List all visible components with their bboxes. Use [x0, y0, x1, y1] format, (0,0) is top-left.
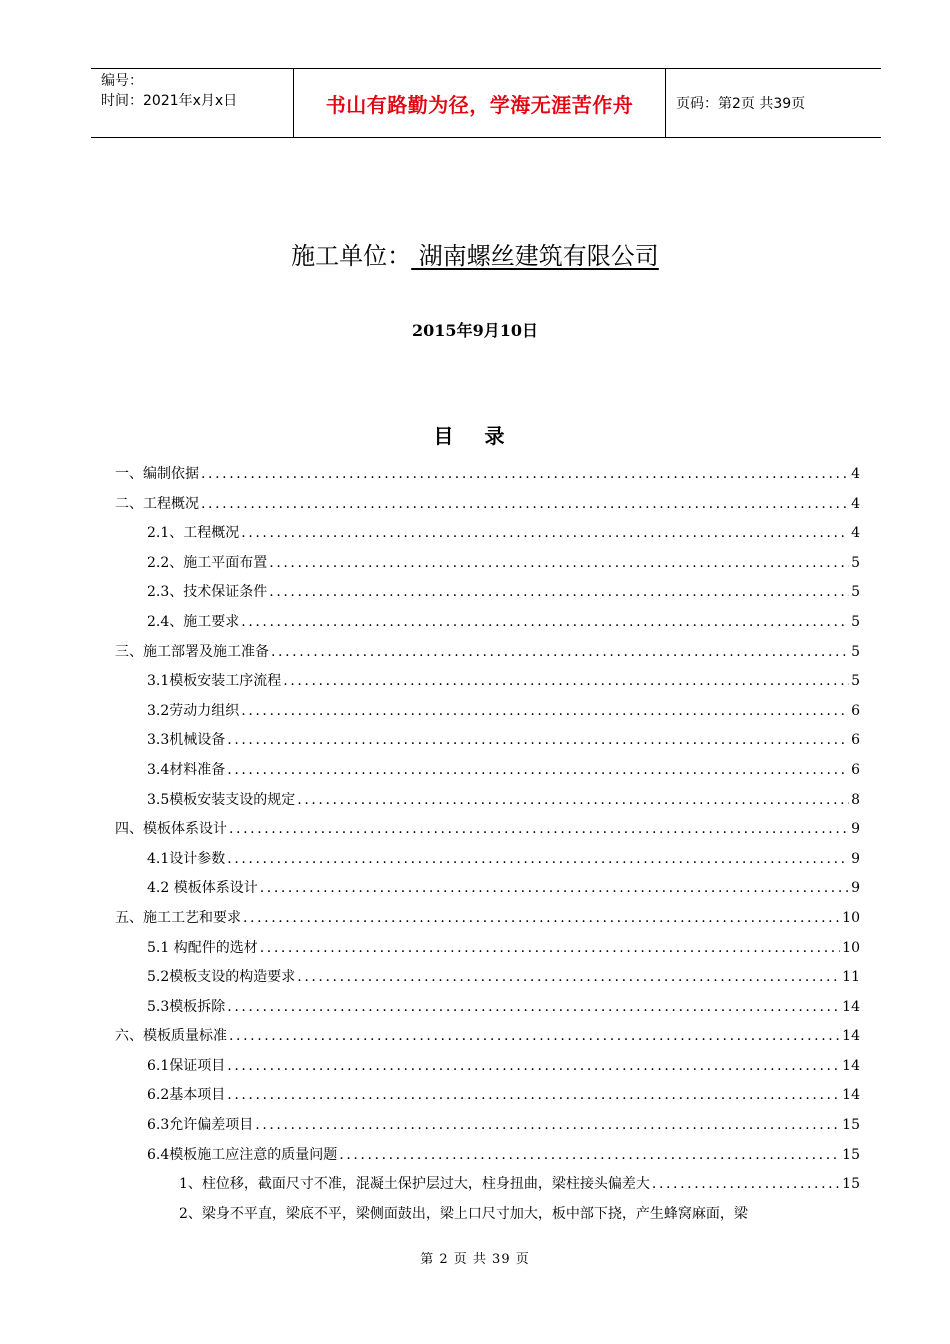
- toc-leader: [269, 555, 849, 571]
- toc-item[interactable]: [115, 1084, 860, 1114]
- toc-leader: [241, 525, 849, 541]
- toc-item-label: 6.1保证项目: [147, 1057, 226, 1074]
- toc-item[interactable]: [115, 581, 860, 611]
- toc-item[interactable]: [115, 522, 860, 552]
- toc-leader: [201, 466, 849, 482]
- toc-item-page: 14: [842, 1057, 860, 1074]
- toc-item-page: 10: [842, 939, 860, 956]
- toc-item-label: 3.5模板安装支设的规定: [147, 791, 296, 808]
- toc-leader: [271, 644, 849, 660]
- toc-item-page: 15: [842, 1146, 860, 1163]
- document-time-label: 时间：2021年x月x日: [101, 93, 238, 109]
- toc-item-label: 四、模板体系设计: [115, 821, 227, 838]
- toc-leader: [339, 1147, 840, 1163]
- toc-item[interactable]: [115, 552, 860, 582]
- toc-leader: [229, 1028, 840, 1044]
- toc-item-page: 14: [842, 1028, 860, 1045]
- toc-item-label: 6.2基本项目: [147, 1087, 226, 1104]
- header-page-info: 页码：第2页 共39页: [676, 96, 806, 112]
- toc-leader: [241, 703, 849, 719]
- toc-item-label: 2.4、施工要求: [147, 613, 240, 630]
- document-number-label: 编号：: [101, 73, 143, 89]
- toc-item[interactable]: [115, 789, 860, 819]
- toc-item-label: 2、梁身不平直，梁底不平，梁侧面鼓出，梁上口尺寸加大，板中部下挠，产生蜂窝麻面，梁: [179, 1205, 748, 1222]
- toc-item-page: 6: [851, 761, 860, 778]
- toc-item[interactable]: [115, 937, 860, 967]
- toc-item-label: 6.3允许偏差项目: [147, 1117, 254, 1134]
- toc-leader: [227, 851, 849, 867]
- toc-item-page: 11: [842, 969, 860, 986]
- toc-item-page: 5: [851, 643, 860, 660]
- toc-leader: [227, 1058, 840, 1074]
- toc-item-label: 6.4模板施工应注意的质量问题: [147, 1146, 338, 1163]
- toc-item-page: 8: [851, 791, 860, 808]
- toc-item-label: 二、工程概况: [115, 495, 199, 512]
- toc-item-page: 9: [851, 850, 860, 867]
- toc-leader: [227, 1087, 840, 1103]
- toc-item[interactable]: [115, 848, 860, 878]
- header-meta: [91, 69, 293, 137]
- toc-leader: [652, 1176, 840, 1192]
- toc-leader: [201, 496, 849, 512]
- toc-item[interactable]: [115, 670, 860, 700]
- toc-item-page: 5: [851, 673, 860, 690]
- toc-item[interactable]: [115, 611, 860, 641]
- toc-item-page: 14: [842, 1087, 860, 1104]
- document-date: 2015年9月10日: [412, 321, 538, 340]
- toc-item-label: 五、施工工艺和要求: [115, 909, 241, 926]
- toc-item-page: 4: [851, 525, 860, 542]
- toc-leader: [243, 910, 840, 926]
- toc-item-page: 10: [842, 909, 860, 926]
- toc-leader: [260, 940, 840, 956]
- toc-leader: [227, 732, 849, 748]
- toc-item-page: 5: [851, 613, 860, 630]
- toc-item-label: 3.4材料准备: [147, 761, 226, 778]
- toc-item-page: 5: [851, 554, 860, 571]
- toc-item-page: 4: [851, 466, 860, 482]
- construction-unit-label: 施工单位：: [291, 242, 412, 270]
- construction-unit: [0, 236, 950, 271]
- toc-item[interactable]: [115, 818, 860, 848]
- toc-item-label: 六、模板质量标准: [115, 1028, 227, 1045]
- toc-item[interactable]: [115, 729, 860, 759]
- toc-item-page: 14: [842, 998, 860, 1015]
- toc-item-page: 15: [842, 1176, 860, 1193]
- toc-leader: [283, 673, 849, 689]
- toc-item-label: 5.2模板支设的构造要求: [147, 969, 296, 986]
- header-motto: 书山有路勤为径，学海无涯苦作舟: [293, 69, 666, 137]
- page-header: [91, 68, 881, 138]
- construction-unit-name: 湖南螺丝建筑有限公司: [411, 242, 659, 270]
- toc-item-label: 3.3机械设备: [147, 732, 226, 749]
- toc-leader: [269, 584, 849, 600]
- toc-leader: [297, 792, 849, 808]
- toc-item-label: 4.1设计参数: [147, 850, 226, 867]
- toc-leader: [227, 762, 849, 778]
- toc-item[interactable]: [115, 877, 860, 907]
- toc-item[interactable]: [115, 759, 860, 789]
- toc-item-label: 5.1 构配件的选材: [147, 939, 258, 956]
- toc-item[interactable]: [115, 463, 860, 493]
- toc-item[interactable]: [115, 1025, 860, 1055]
- toc-leader: [260, 880, 849, 896]
- toc-item-label: 1、柱位移，截面尺寸不准，混凝土保护层过大，柱身扭曲，梁柱接头偏差大: [179, 1176, 650, 1193]
- toc-item[interactable]: [115, 966, 860, 996]
- toc-item-page: 6: [851, 702, 860, 719]
- toc-item[interactable]: [115, 1173, 860, 1203]
- toc-item-label: 3.2劳动力组织: [147, 702, 240, 719]
- toc-item-label: 2.2、施工平面布置: [147, 554, 268, 571]
- toc-item[interactable]: [115, 1203, 860, 1233]
- toc-leader: [241, 614, 849, 630]
- toc-leader: [297, 969, 840, 985]
- toc-item[interactable]: [115, 1144, 860, 1174]
- table-of-contents: [115, 463, 860, 1232]
- toc-item[interactable]: [115, 1055, 860, 1085]
- toc-item-page: 15: [842, 1117, 860, 1134]
- page-footer: 第 2 页 共 39 页: [420, 1252, 530, 1267]
- toc-item[interactable]: [115, 700, 860, 730]
- toc-item-page: 6: [851, 732, 860, 749]
- toc-item-page: 5: [851, 584, 860, 601]
- toc-leader: [255, 1117, 840, 1133]
- toc-leader: [229, 821, 849, 837]
- toc-item[interactable]: [115, 493, 860, 523]
- toc-item-label: 5.3模板拆除: [147, 998, 226, 1015]
- toc-title: 目 录: [433, 424, 517, 448]
- toc-item-page: 4: [851, 495, 860, 512]
- toc-item-page: 9: [851, 821, 860, 838]
- toc-item-label: 4.2 模板体系设计: [147, 880, 258, 897]
- toc-item-label: 2.1、工程概况: [147, 525, 240, 542]
- toc-item-label: 一、编制依据: [115, 466, 199, 482]
- toc-item[interactable]: [115, 907, 860, 937]
- toc-item-label: 3.1模板安装工序流程: [147, 673, 282, 690]
- toc-leader: [227, 999, 840, 1015]
- toc-item-label: 三、施工部署及施工准备: [115, 643, 269, 660]
- toc-item[interactable]: [115, 641, 860, 671]
- toc-item-label: 2.3、技术保证条件: [147, 584, 268, 601]
- toc-item-page: 9: [851, 880, 860, 897]
- toc-item[interactable]: [115, 1114, 860, 1144]
- toc-item[interactable]: [115, 996, 860, 1026]
